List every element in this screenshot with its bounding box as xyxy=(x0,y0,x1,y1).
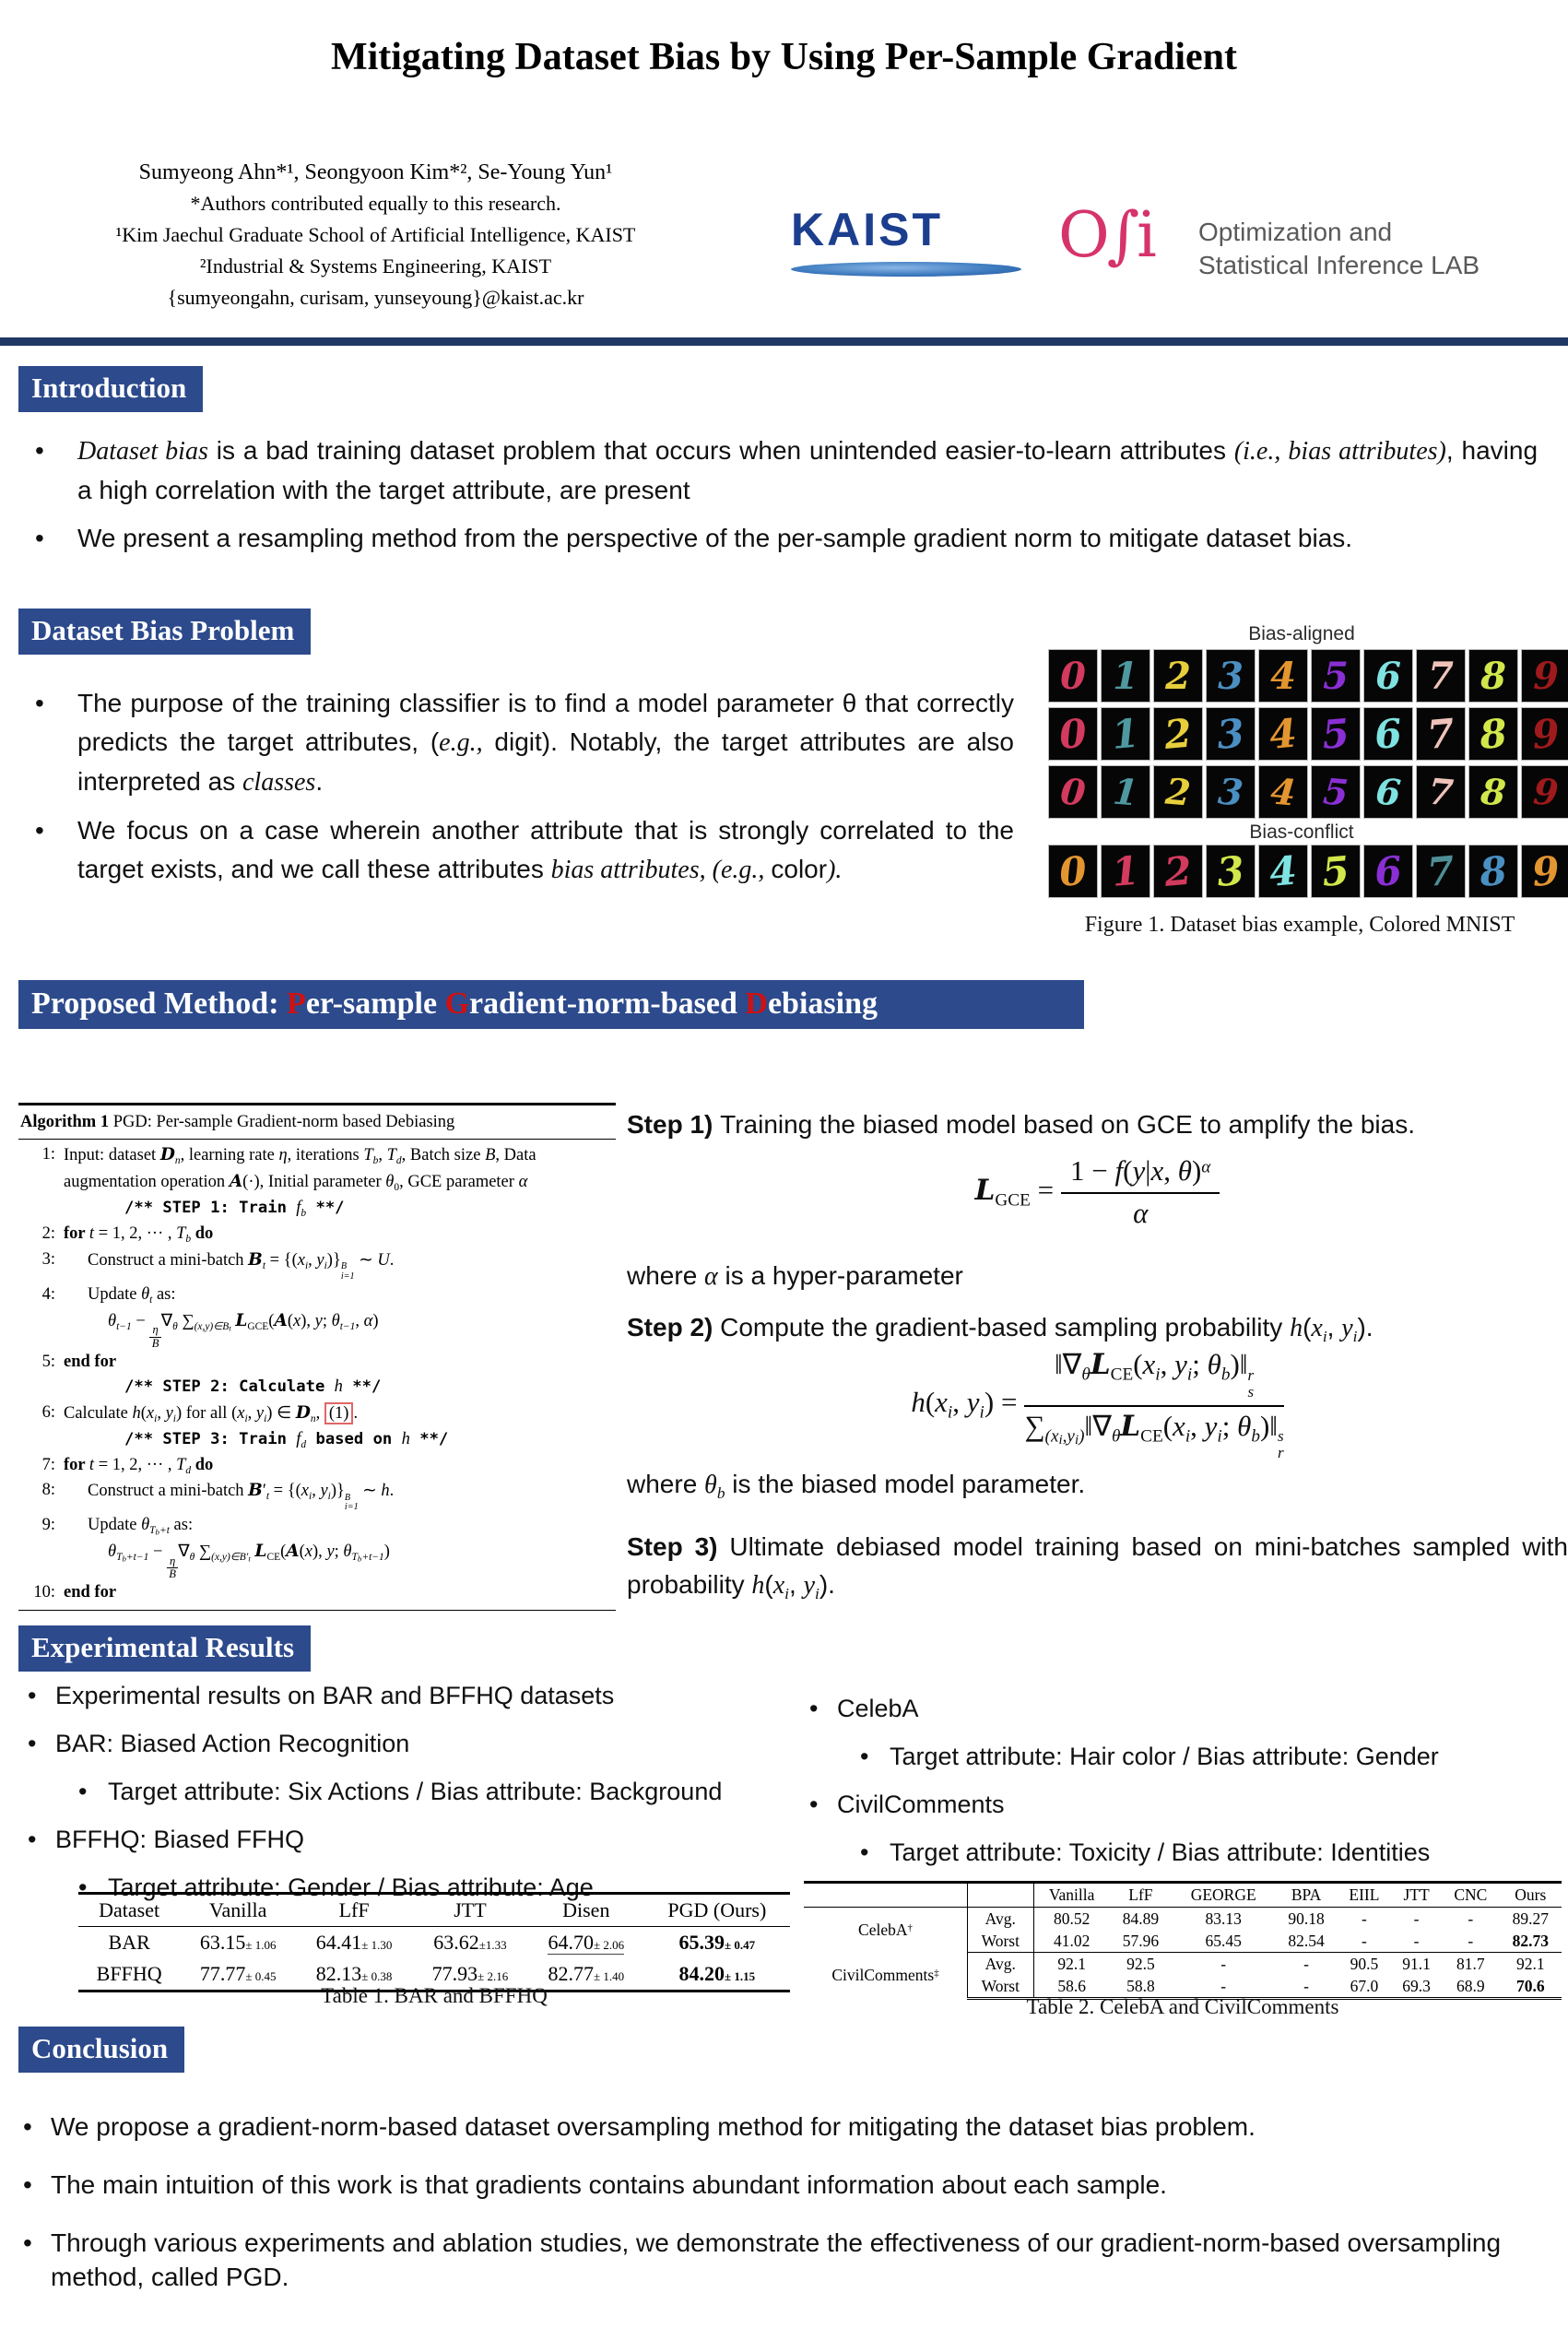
bullet-icon: • xyxy=(809,1791,819,1819)
algorithm-line xyxy=(18,1513,616,1539)
mnist-digit-cell xyxy=(1311,845,1361,898)
table-row xyxy=(804,1953,1562,1976)
table-cell: - xyxy=(1442,1930,1500,1953)
figure-caption: Figure 1. Dataset bias example, Colored MNIST xyxy=(1084,913,1515,937)
section-header-proposed-method: Proposed Method: Per-sample Gradient-norm-based Debiasing xyxy=(18,980,1084,1029)
algorithm-line xyxy=(18,1222,616,1247)
table-cell: 90.5 xyxy=(1350,1954,1379,1973)
section-header-experimental-results: Experimental Results xyxy=(18,1625,311,1672)
conclusion-bullets xyxy=(23,2110,1549,2318)
bullet-item xyxy=(26,684,1014,802)
mnist-digit: 0 xyxy=(1060,654,1086,698)
mnist-digit-cell xyxy=(1206,765,1256,819)
mnist-digit: 9 xyxy=(1530,846,1562,896)
mnist-digit-cell xyxy=(1153,765,1203,819)
algorithm-line xyxy=(18,1247,616,1282)
algorithm-line-text: Construct a mini-batch $B'_t = \{(x_i$, $y_i$)} B i=1 ∼ h. xyxy=(88,1481,395,1513)
table-cell: 80.52 xyxy=(1053,1909,1091,1928)
algorithm-line-text: Input: dataset $D_n$, learning rate η, iterations $T_b$, $T_d$, Batch size B, Data augmentation operation A(·), Initial parameter $\theta_0$, GCE parameter α xyxy=(64,1145,536,1194)
bullet-item xyxy=(23,2110,1549,2145)
table-cell: 58.6 xyxy=(1033,1975,1110,1999)
table-cell: 69.3 xyxy=(1391,1975,1442,1999)
mnist-digit-cell xyxy=(1416,765,1466,819)
column-header: GEORGE xyxy=(1172,1883,1275,1908)
algorithm-line xyxy=(18,1350,616,1375)
column-header: LfF xyxy=(1110,1883,1172,1908)
table-cell: 64.70± 2.06 xyxy=(548,1931,625,1954)
row-sub-label: Avg. xyxy=(967,1953,1033,1976)
bullet-text: We focus on a case wherein another attribute that is strongly correlated to the target exists, and we call these attributes bias attributes, (e.g., color). xyxy=(77,816,1014,884)
mnist-digit: 6 xyxy=(1375,654,1401,698)
mnist-digit-cell xyxy=(1521,649,1568,703)
column-header: BPA xyxy=(1275,1883,1337,1908)
figure-label-bias-conflict: Bias-conflict xyxy=(1249,821,1354,843)
row-sub-label: Avg. xyxy=(967,1908,1033,1931)
mnist-digit: 2 xyxy=(1162,846,1194,896)
mnist-digit-cell xyxy=(1416,707,1466,761)
table-cell: 91.1 xyxy=(1402,1954,1431,1973)
table-cell: - xyxy=(1391,1930,1442,1953)
bullet-icon: • xyxy=(23,2169,32,2199)
method-step2-note: where $\theta_b$ is the biased model parameter. xyxy=(627,1470,1086,1503)
affiliation-2: ²Industrial & Systems Engineering, KAIST xyxy=(199,254,552,278)
mnist-digit: 0 xyxy=(1057,709,1089,759)
bullet-text: Target attribute: Gender / Bias attribute: Age xyxy=(108,1873,594,1902)
column-header: Dataset xyxy=(78,1894,180,1927)
equation-sampling-probability xyxy=(627,1348,1568,1461)
table-header-row xyxy=(804,1883,1562,1908)
mnist-digit-cell xyxy=(1048,707,1098,761)
kaist-logo xyxy=(791,203,1026,277)
mnist-digit-cell xyxy=(1258,649,1308,703)
mnist-digit: 5 xyxy=(1323,654,1349,698)
table-cell: 65.45 xyxy=(1172,1930,1275,1953)
mnist-digit-cell xyxy=(1521,765,1568,819)
osi-lab-line1: Optimization and xyxy=(1198,218,1393,246)
bullet-item xyxy=(26,519,1538,558)
algorithm-line-number: 5: xyxy=(41,1352,55,1371)
row-label: BFFHQ xyxy=(78,1958,180,1992)
bullet-item xyxy=(809,1791,1561,1819)
row-label: BAR xyxy=(108,1931,150,1954)
column-header: Ours xyxy=(1500,1883,1562,1908)
mnist-digit-cell xyxy=(1101,765,1150,819)
introduction-bullets xyxy=(26,431,1538,567)
table-cell: 63.15± 1.06 xyxy=(199,1931,277,1954)
table-cell: 82.73 xyxy=(1500,1930,1562,1953)
algorithm-line-number xyxy=(18,1196,64,1222)
column-header: LfF xyxy=(296,1894,412,1927)
table-row xyxy=(78,1927,790,1959)
bullet-text: CivilComments xyxy=(837,1791,1005,1819)
mnist-digit-cell xyxy=(1363,707,1413,761)
bullet-icon: • xyxy=(28,1682,37,1709)
table-cell: 70.6 xyxy=(1500,1975,1562,1999)
mnist-digit-cell xyxy=(1101,845,1150,898)
mnist-digit-cell xyxy=(1258,845,1308,898)
table-cell: 84.89 xyxy=(1122,1909,1160,1928)
mnist-digit-cell xyxy=(1468,765,1518,819)
bullet-icon: • xyxy=(23,2112,32,2141)
mnist-digit: 1 xyxy=(1110,709,1141,759)
mnist-digit: 4 xyxy=(1270,654,1296,698)
bullet-icon: • xyxy=(35,816,44,845)
mnist-digit-cell xyxy=(1101,707,1150,761)
algorithm-line-text: /** STEP 1: Train $f_b$ **/ xyxy=(124,1199,345,1220)
mnist-digit: 9 xyxy=(1530,709,1562,759)
bullet-icon: • xyxy=(28,1730,37,1758)
table-cell: 81.7 xyxy=(1456,1954,1485,1973)
bullet-item xyxy=(23,2168,1549,2203)
algorithm-line-text: end for xyxy=(64,1583,117,1602)
mnist-digit: 1 xyxy=(1110,846,1141,896)
bullet-icon: • xyxy=(35,524,44,552)
mnist-digit: 7 xyxy=(1428,654,1454,698)
table-cell: 82.77± 1.40 xyxy=(528,1958,644,1992)
column-header: Disen xyxy=(528,1894,644,1927)
mnist-digit-row xyxy=(1048,765,1568,819)
osi-logo-icon: O∫i xyxy=(1058,199,1154,272)
table2-caption: Table 2. CelebA and CivilComments xyxy=(1026,1995,1339,2018)
table-cell: - xyxy=(1362,1909,1367,1928)
bullet-text: BFFHQ: Biased FFHQ xyxy=(55,1826,305,1854)
table-cell: - xyxy=(1338,1930,1391,1953)
column-header: PGD (Ours) xyxy=(644,1894,790,1927)
mnist-digit-cell xyxy=(1206,649,1256,703)
mnist-digit: 6 xyxy=(1373,846,1404,896)
bullet-item xyxy=(860,1838,1561,1867)
table-bar-bffhq xyxy=(78,1892,790,1992)
author-contrib: *Authors contributed equally to this research. xyxy=(190,192,561,215)
algorithm-line-text: Update $\theta_t$ as: xyxy=(88,1284,176,1306)
column-header xyxy=(967,1883,1033,1908)
mnist-digit: 2 xyxy=(1165,654,1191,698)
mnist-digit: 8 xyxy=(1479,770,1508,814)
mnist-digit: 0 xyxy=(1058,770,1088,814)
bullet-icon: • xyxy=(809,1695,819,1722)
algorithm-line xyxy=(18,1196,616,1222)
table-cell: - xyxy=(1172,1975,1275,1999)
mnist-digit: 7 xyxy=(1425,709,1456,759)
table-cell: - xyxy=(1220,1954,1227,1973)
algorithm-line-number xyxy=(18,1427,64,1453)
bullet-icon: • xyxy=(78,1778,88,1806)
figure-label-bias-aligned: Bias-aligned xyxy=(1248,623,1355,644)
mnist-digit: 3 xyxy=(1218,654,1244,698)
row-sub-label: Worst xyxy=(967,1930,1033,1953)
results-right-bullets xyxy=(809,1695,1561,1886)
algorithm-line xyxy=(18,1478,616,1512)
table-cell: 67.0 xyxy=(1338,1975,1391,1999)
eq1-fraction xyxy=(1061,1154,1220,1230)
mnist-digit-cell xyxy=(1468,707,1518,761)
table-cell: 63.62±1.33 xyxy=(433,1931,507,1954)
column-header: EIIL xyxy=(1338,1883,1391,1908)
section-header-dataset-bias: Dataset Bias Problem xyxy=(18,609,311,655)
method-step3-text: Step 3) Ultimate debiased model training based on mini-batches sampled with probability $h(x_i$, $y_i$). xyxy=(627,1532,1568,1602)
mnist-digit: 6 xyxy=(1373,770,1403,814)
mnist-digit-cell xyxy=(1311,649,1361,703)
mnist-digit: 6 xyxy=(1373,709,1404,759)
mnist-digit-cell xyxy=(1048,765,1098,819)
column-header: Vanilla xyxy=(180,1894,296,1927)
mnist-digit-cell xyxy=(1206,707,1256,761)
algorithm-body xyxy=(18,1140,616,1611)
mnist-digit: 3 xyxy=(1216,770,1245,814)
mnist-digit-cell xyxy=(1258,707,1308,761)
mnist-digit-cell xyxy=(1048,845,1098,898)
algorithm-line-text: for t = 1, 2, ··· , $T_d$ do xyxy=(64,1455,214,1476)
mnist-digit-cell xyxy=(1311,765,1361,819)
bullet-icon: • xyxy=(35,436,44,465)
mnist-digit: 7 xyxy=(1426,770,1456,814)
table-cell: 83.13 xyxy=(1205,1909,1242,1928)
mnist-digit-row xyxy=(1048,707,1568,761)
mnist-digit: 4 xyxy=(1267,846,1299,896)
algorithm-line-text: /** STEP 3: Train $f_d$ based on h **/ xyxy=(124,1429,449,1450)
bullet-icon: • xyxy=(860,1838,869,1867)
mnist-digit-cell xyxy=(1468,845,1518,898)
bullet-text: Target attribute: Toxicity / Bias attribute: Identities xyxy=(890,1838,1431,1867)
column-header: JTT xyxy=(412,1894,528,1927)
table-cell: 82.54 xyxy=(1275,1930,1337,1953)
mnist-digit-cell xyxy=(1153,707,1203,761)
bullet-text: Experimental results on BAR and BFFHQ datasets xyxy=(55,1682,615,1709)
table-header-row xyxy=(78,1894,790,1927)
mnist-digit-cell xyxy=(1521,845,1568,898)
column-header xyxy=(804,1883,967,1908)
algorithm-line-number xyxy=(18,1375,64,1400)
bullet-text: The main intuition of this work is that gradients contains abundant information about each sample. xyxy=(51,2169,1167,2199)
bullet-text: CelebA xyxy=(837,1695,919,1722)
algorithm-line-number: 6: xyxy=(41,1402,55,1422)
algorithm-line-text: Construct a mini-batch $B_t = \{(x_i$, $y_i$)} B i=1 ∼ U. xyxy=(88,1250,395,1282)
table-cell: 41.02 xyxy=(1033,1930,1110,1953)
algorithm-line xyxy=(18,1401,616,1427)
bullet-text: Target attribute: Six Actions / Bias attribute: Background xyxy=(108,1778,723,1806)
mnist-digit-cell xyxy=(1048,649,1098,703)
algorithm-line-number: 8: xyxy=(41,1481,55,1500)
algorithm-line-text: Update $\theta_{Tb+t}$ as: xyxy=(88,1515,194,1537)
table-cell: 64.41± 1.30 xyxy=(315,1931,393,1954)
mnist-digit-cell xyxy=(1363,845,1413,898)
mnist-digit-cell xyxy=(1363,765,1413,819)
table-cell: 84.20± 1.15 xyxy=(644,1958,790,1992)
algorithm-line xyxy=(18,1539,616,1580)
mnist-digit-cell xyxy=(1101,649,1150,703)
algorithm-line-number: 3: xyxy=(41,1250,55,1270)
eq1-numerator: 1 − f(y|x, θ)$^\alpha$ xyxy=(1061,1154,1220,1194)
row-group-label: CivilComments‡ xyxy=(804,1953,967,1999)
eq2-fraction xyxy=(1024,1348,1283,1461)
table-cell: 68.9 xyxy=(1442,1975,1500,1999)
table-cell: 57.96 xyxy=(1110,1930,1172,1953)
mnist-digit-cell xyxy=(1311,707,1361,761)
method-step1-text: Step 1) Training the biased model based on GCE to amplify the bias. xyxy=(627,1110,1415,1139)
mnist-digit-cell xyxy=(1153,649,1203,703)
mnist-digit: 4 xyxy=(1267,709,1299,759)
equation-gce-loss xyxy=(627,1154,1568,1230)
mnist-digit: 8 xyxy=(1480,654,1506,698)
author-block xyxy=(51,157,701,313)
bullet-item xyxy=(809,1695,1561,1723)
algorithm-line xyxy=(18,1580,616,1605)
algorithm-line xyxy=(18,1282,616,1308)
mnist-digit: 7 xyxy=(1425,846,1456,896)
mnist-digit: 3 xyxy=(1215,709,1246,759)
algorithm-box xyxy=(18,1103,616,1611)
table-cell: 92.1 xyxy=(1515,1954,1545,1973)
bullet-text: We propose a gradient-norm-based dataset oversampling method for mitigating the dataset bias problem. xyxy=(51,2112,1256,2141)
algorithm-line-text: $\theta_{Tb+t-1}$ − $\frac{\eta}{B}$ $\nabla_\theta$ $\sum_{(x,y)\in B't}$ $L_{CE}(A(x)$, y; $\theta_{Tb+t-1}$) xyxy=(108,1541,390,1580)
bullet-icon: • xyxy=(860,1743,869,1771)
kaist-swoosh-icon xyxy=(791,262,1021,277)
mnist-digit-cell xyxy=(1416,845,1466,898)
osi-lab-name xyxy=(1198,216,1480,282)
mnist-digit: 9 xyxy=(1531,770,1561,814)
mnist-digit: 1 xyxy=(1111,770,1140,814)
algorithm-line xyxy=(18,1308,616,1350)
bullet-icon: • xyxy=(28,1826,37,1854)
mnist-digit-cell xyxy=(1363,649,1413,703)
algorithm-line xyxy=(18,1375,616,1400)
section-header-introduction: Introduction xyxy=(18,366,203,412)
eq2-lhs: $h(x_i$, $y_i$) = xyxy=(911,1386,1018,1423)
algorithm-line-number xyxy=(18,1539,64,1580)
eq2-numerator: $‖\nabla_\theta L_{CE}(x_i$, $y_i$; $\theta_b)‖$ r s xyxy=(1024,1348,1283,1407)
algorithm-title: Algorithm 1 PGD: Per-sample Gradient-norm based Debiasing xyxy=(18,1103,616,1140)
mnist-digit-cell xyxy=(1206,845,1256,898)
algorithm-line xyxy=(18,1427,616,1453)
bullet-icon: • xyxy=(35,689,44,717)
mnist-digit: 8 xyxy=(1478,709,1509,759)
table-cell: 82.13± 0.38 xyxy=(296,1958,412,1992)
mnist-digit: 5 xyxy=(1321,770,1350,814)
bullet-text: Through various experiments and ablation studies, we demonstrate the effectiveness of our gradient-norm-based oversampling method, called PGD. xyxy=(51,2228,1502,2292)
bullet-item xyxy=(860,1743,1561,1771)
poster-title: Mitigating Dataset Bias by Using Per-Sample Gradient xyxy=(330,36,1238,78)
mnist-digit: 0 xyxy=(1057,846,1089,896)
algorithm-line xyxy=(18,1142,616,1196)
algorithm-line-text: $\theta_{t-1}$ − $\frac{\eta}{B}$ $\nabla_\theta$ $\sum_{(x,y)\in Bt}$ $L_{GCE}(A(x)$, y; $\theta_{t-1}$, α) xyxy=(108,1310,379,1350)
mnist-digit-cell xyxy=(1468,649,1518,703)
bullet-text: BAR: Biased Action Recognition xyxy=(55,1730,410,1758)
dataset-bias-bullets xyxy=(26,684,1014,899)
author-names: Sumyeong Ahn*¹, Seongyoon Kim*², Se-Young Yun¹ xyxy=(138,160,613,184)
column-header: JTT xyxy=(1391,1883,1442,1908)
bullet-text: Dataset bias is a bad training dataset problem that occurs when unintended easier-to-learn attributes (i.e., bias attributes), having a high correlation with the target attribute, are present xyxy=(77,436,1539,504)
algorithm-line-number xyxy=(18,1308,64,1350)
algorithm-line-number: 2: xyxy=(41,1224,55,1244)
mnist-digit: 3 xyxy=(1215,846,1246,896)
bullet-icon: • xyxy=(23,2228,32,2257)
mnist-digit-cell xyxy=(1521,707,1568,761)
table-cell: 58.8 xyxy=(1110,1975,1172,1999)
algorithm-line-text: end for xyxy=(64,1352,117,1371)
row-group-label: CelebA† xyxy=(804,1908,967,1953)
mnist-digit: 5 xyxy=(1320,709,1351,759)
bullet-text: We present a resampling method from the perspective of the per-sample gradient norm to mitigate dataset bias. xyxy=(77,524,1353,552)
algorithm-line xyxy=(18,1453,616,1479)
table-cell: 92.5 xyxy=(1126,1954,1155,1973)
table-row xyxy=(804,1908,1562,1931)
header-divider xyxy=(0,337,1568,346)
bullet-icon: • xyxy=(78,1873,88,1902)
mnist-digit: 4 xyxy=(1268,770,1298,814)
method-step2-text: Step 2) Compute the gradient-based sampling probability $h(x_i$, $y_i$). xyxy=(627,1313,1373,1346)
bullet-text: The purpose of the training classifier is to find a model parameter θ that correctly predicts the target attributes, (e.g., digit). Notably, the target attributes are also interpreted as classes. xyxy=(77,689,1014,797)
table-cell: 89.27 xyxy=(1512,1909,1549,1928)
eq2-denominator: $\sum_{(xi,yi)}‖\nabla_\theta L_{CE}(x_i$, $y_i$; $\theta_b)‖$ s r xyxy=(1024,1409,1284,1462)
bullet-item xyxy=(26,811,1014,890)
algorithm-line-number: 9: xyxy=(41,1515,55,1534)
table1-caption: Table 1. BAR and BFFHQ xyxy=(321,1984,548,2007)
table-cell: 90.18 xyxy=(1288,1909,1325,1928)
table-cell: 65.39± 0.47 xyxy=(678,1931,756,1954)
mnist-digit: 5 xyxy=(1320,846,1351,896)
method-step1-note: where α is a hyper-parameter xyxy=(627,1261,963,1291)
mnist-digit: 2 xyxy=(1163,770,1193,814)
mnist-digit-cell xyxy=(1258,765,1308,819)
algorithm-line-number: 7: xyxy=(41,1455,55,1474)
mnist-digit-cell xyxy=(1153,845,1203,898)
table-cell: - xyxy=(1275,1975,1337,1999)
mnist-digit: 1 xyxy=(1113,654,1138,698)
table-cell: - xyxy=(1303,1954,1309,1973)
section-header-conclusion: Conclusion xyxy=(18,2027,184,2073)
table-cell: 92.1 xyxy=(1057,1954,1086,1973)
mnist-digit: 8 xyxy=(1478,846,1509,896)
algorithm-line-text: /** STEP 2: Calculate h **/ xyxy=(124,1377,382,1397)
table-celeba-civilcomments xyxy=(804,1881,1562,2000)
algorithm-line-number: 4: xyxy=(41,1284,55,1304)
kaist-wordmark: KAIST xyxy=(791,204,943,255)
mnist-digit: 9 xyxy=(1533,654,1559,698)
column-header: CNC xyxy=(1442,1883,1500,1908)
osi-lab-line2: Statistical Inference LAB xyxy=(1198,251,1480,279)
eq1-lhs: $L_{GCE}$ = xyxy=(974,1173,1055,1211)
table-cell: 77.93± 2.16 xyxy=(412,1958,528,1992)
mnist-digit-row xyxy=(1048,845,1568,898)
mnist-digit: 2 xyxy=(1162,709,1194,759)
algorithm-line-text: for t = 1, 2, ··· , $T_b$ do xyxy=(64,1224,214,1246)
algorithm-line-number: 1: xyxy=(41,1145,55,1164)
bullet-text: Target attribute: Hair color / Bias attribute: Gender xyxy=(890,1743,1439,1771)
mnist-digit-cell xyxy=(1416,649,1466,703)
table-cell: - xyxy=(1468,1909,1474,1928)
table-cell: 77.77± 0.45 xyxy=(180,1958,296,1992)
bullet-item xyxy=(23,2226,1549,2296)
algorithm-line-number: 10: xyxy=(33,1583,55,1602)
author-email: {sumyeongahn, curisam, yunseyoung}@kaist.ac.kr xyxy=(167,286,584,309)
column-header: Vanilla xyxy=(1033,1883,1110,1908)
bullet-item xyxy=(26,431,1538,510)
affiliation-1: ¹Kim Jaechul Graduate School of Artificial Intelligence, KAIST xyxy=(115,223,636,246)
algorithm-line-text: Calculate $h(x_i$, $y_i$) for all ($x_i$, $y_i$) ∈ $D_n$, (1) . xyxy=(64,1402,359,1424)
row-sub-label: Worst xyxy=(967,1975,1033,1999)
mnist-digit-row xyxy=(1048,649,1568,703)
table-cell: - xyxy=(1413,1909,1420,1928)
eq1-denominator: α xyxy=(1133,1197,1149,1229)
